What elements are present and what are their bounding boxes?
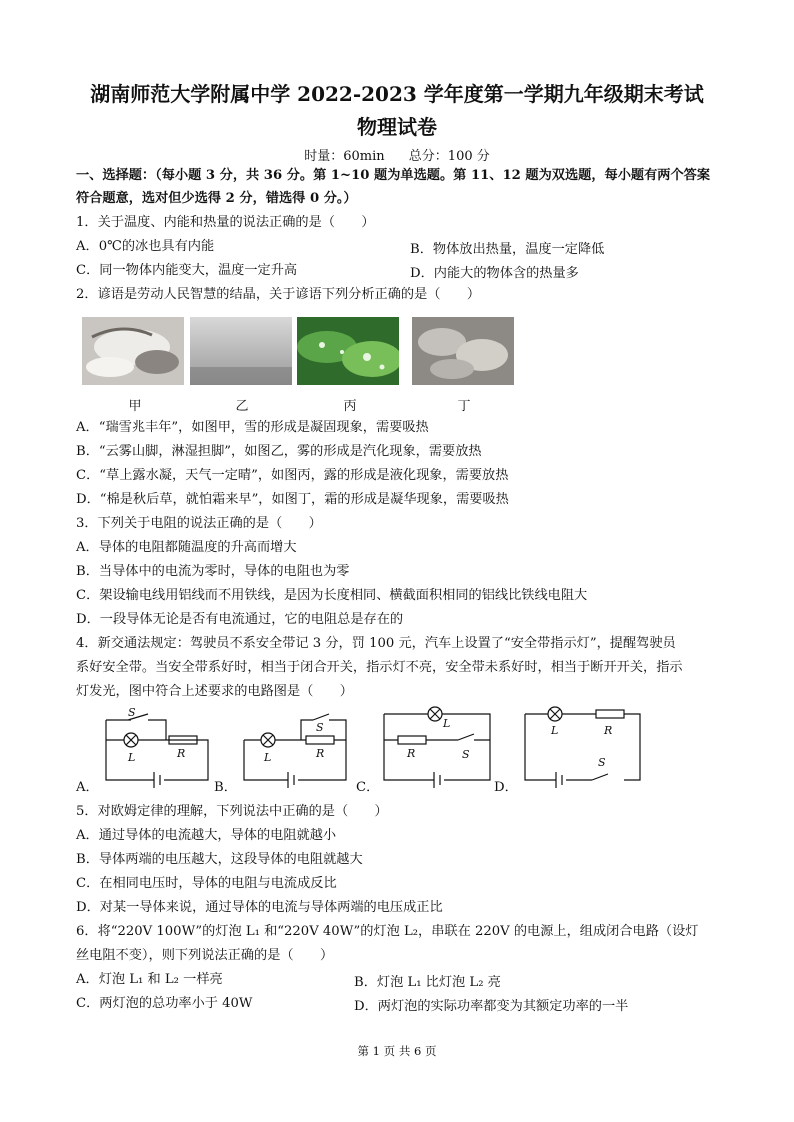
q4-option-b: B．: [214, 780, 237, 795]
caption-jia: 甲: [128, 399, 142, 414]
section-heading: 一、选择题：（每小题 3 分，共 36 分。第 1~10 题为单选题。第 11、12 题为双选题，每小题有两个答案: [76, 168, 711, 183]
q5-stem: 5．对欧姆定律的理解，下列说法中正确的是（ ）: [76, 804, 388, 819]
c-label-r: R: [407, 747, 416, 760]
q5-option-a: A．通过导体的电流越大，导体的电阻就越小: [76, 828, 337, 843]
q4-stem-line3: 灯发光，图中符合上述要求的电路图是（ ）: [76, 684, 353, 699]
d-label-l: L: [551, 724, 559, 737]
q1-option-a: A．0℃的冰也具有内能: [76, 239, 215, 254]
a-label-l: L: [128, 751, 136, 764]
q4-stem-line1: 4．新交通法规定：驾驶员不系安全带记 3 分，罚 100 元，汽车上设置了“安全带指示灯”，提醒驾驶员: [76, 636, 676, 651]
q5-option-b: B．导体两端的电压越大，这段导体的电阻就越大: [76, 852, 363, 867]
photo-frost: [412, 317, 514, 385]
q6-option-b: B．灯泡 L₁ 比灯泡 L₂ 亮: [354, 975, 501, 990]
q1-option-d: D．内能大的物体含的热量多: [410, 266, 579, 281]
q2-option-b: B．“云雾山脚，淋湿担脚”，如图乙，雾的形成是汽化现象，需要放热: [76, 444, 482, 459]
q6-option-a: A．灯泡 L₁ 和 L₂ 一样亮: [76, 972, 223, 987]
b-label-r: R: [316, 747, 325, 760]
caption-bing: 丙: [343, 399, 357, 414]
d-label-s: S: [598, 756, 606, 769]
q5-option-d: D．对某一导体来说，通过导体的电流与导体两端的电压成正比: [76, 900, 443, 915]
q4-option-d: D．: [494, 780, 518, 795]
caption-ding: 丁: [457, 399, 471, 414]
caption-yi: 乙: [235, 399, 249, 414]
q2-stem: 2．谚语是劳动人民智慧的结晶，关于谚语下列分析正确的是（ ）: [76, 287, 481, 302]
q2-option-c: C．“草上露水凝，天气一定晴”，如图丙，露的形成是液化现象，需要放热: [76, 468, 509, 483]
section-heading-cont: 符合题意，选对但少选得 2 分，错选得 0 分。）: [76, 191, 357, 206]
q4-option-c: C．: [356, 780, 380, 795]
photo-snow: [82, 317, 184, 385]
q1-option-c: C．同一物体内能变大，温度一定升高: [76, 263, 298, 278]
photo-dew: [297, 317, 399, 385]
q6-option-d: D．两灯泡的实际功率都变为其额定功率的一半: [354, 999, 629, 1014]
b-label-l: L: [264, 751, 272, 764]
a-label-s: S: [128, 706, 136, 719]
q1-stem: 1．关于温度、内能和热量的说法正确的是（ ）: [76, 215, 375, 230]
circuit-b: [244, 714, 346, 788]
exam-meta: [0, 145, 794, 164]
page-footer: 第 1 页 共 6 页: [357, 1044, 437, 1058]
circuit-c: [384, 707, 490, 788]
time-limit: 时量：60min: [304, 149, 385, 164]
q4-circuit-diagrams: [76, 700, 516, 800]
q6-stem-line2: 丝电阻不变），则下列说法正确的是（ ）: [76, 948, 334, 963]
q3-option-a: A．导体的电阻都随温度的升高而增大: [76, 540, 297, 555]
circuit-a: [106, 714, 208, 788]
d-label-r: R: [604, 724, 613, 737]
q4-stem-line2: 系好安全带。当安全带系好时，相当于闭合开关，指示灯不亮，安全带未系好时，相当于断开开关，指示: [76, 660, 683, 675]
q5-option-c: C．在相同电压时，导体的电阻与电流成反比: [76, 876, 337, 891]
q3-option-c: C．架设输电线用铝线而不用铁线，是因为长度相同、横截面积相同的铝线比铁线电阻大: [76, 588, 588, 603]
c-label-s: S: [462, 748, 470, 761]
q2-option-a: A．“瑞雪兆丰年”，如图甲，雪的形成是凝固现象，需要吸热: [76, 420, 429, 435]
exam-title: 湖南师范大学附属中学 2022-2023 学年度第一学期九年级期末考试: [90, 82, 704, 106]
q1-option-b: B．物体放出热量，温度一定降低: [410, 242, 605, 257]
q3-option-d: D．一段导体无论是否有电流通过，它的电阻总是存在的: [76, 612, 404, 627]
a-label-r: R: [177, 747, 186, 760]
q6-stem-line1: 6．将“220V 100W”的灯泡 L₁ 和“220V 40W”的灯泡 L₂，串联在 220V 的电源上，组成闭合电路（设灯: [76, 924, 699, 939]
exam-subject-title: 物理试卷: [357, 115, 437, 139]
q3-option-b: B．当导体中的电流为零时，导体的电阻也为零: [76, 564, 350, 579]
total-score: 总分：100 分: [408, 149, 490, 164]
q2-option-d: D．“棉是秋后草，就怕霜来早”，如图丁，霜的形成是凝华现象，需要吸热: [76, 492, 509, 507]
circuit-d: [520, 700, 650, 795]
q3-stem: 3．下列关于电阻的说法正确的是（ ）: [76, 516, 322, 531]
photo-fog: [190, 317, 292, 385]
c-label-l: L: [443, 717, 451, 730]
q4-option-a: A．: [76, 780, 99, 795]
q6-option-c: C．两灯泡的总功率小于 40W: [76, 996, 253, 1011]
b-label-s: S: [316, 721, 324, 734]
